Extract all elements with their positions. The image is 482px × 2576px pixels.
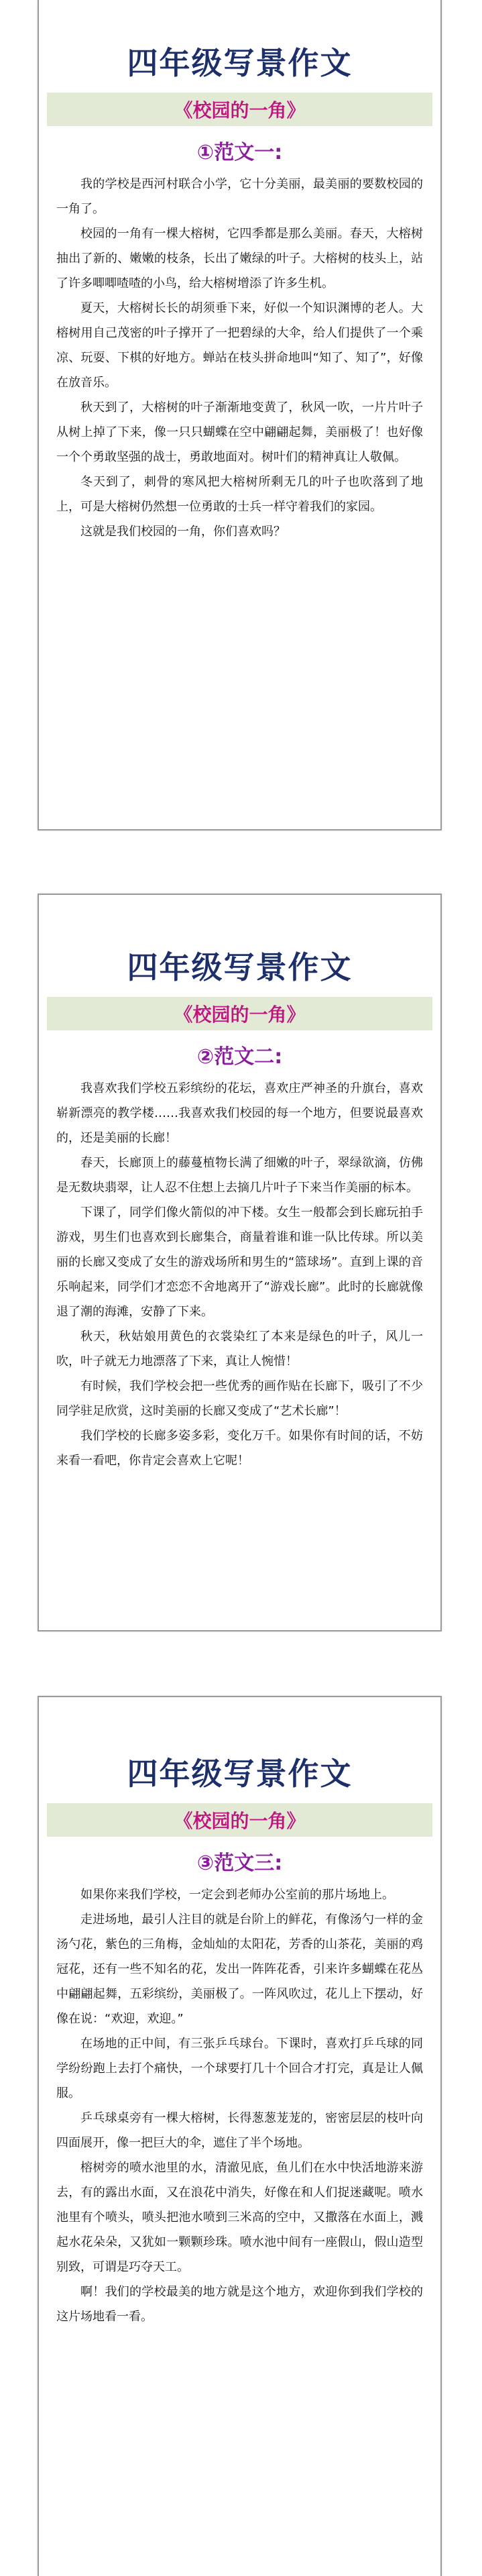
essay-paragraph: 我的学校是西河村联合小学，它十分美丽，最美丽的要数校园的一角了。 [56,177,423,216]
essay-subtitle: 《校园的一角》 [174,1810,306,1832]
essay-paragraph: 走进场地，最引人注目的就是台阶上的鲜花，有像汤勺一样的金汤勺花，紫色的三角梅，金灿灿的太阳花，芳香的山茶花，美丽的鸡冠花，还有一些不知名的花，发出一阵阵花香，引来许多蝴蝶在花丛中翩翩起舞，五彩缤纷，美丽极了。一阵风吹过，花儿上下摆动，好像在说：“欢迎，欢迎。” [56,1913,423,2026]
essay-paragraph: 有时候，我们学校会把一些优秀的画作贴在长廊下，吸引了不少同学驻足欣赏，这时美丽的长廊又变成了“艺术长廊”！ [56,1379,423,1418]
page-title: 四年级写景作文 [127,45,353,81]
essay-paragraph: 下课了，同学们像火箭似的冲下楼。女生一般都会到长廊玩拍手游戏，男生们也喜欢到长廊集合，商量着谁和谁一队比传球。所以美丽的长廊又变成了女生的游戏场所和男生的“篮球场”。直到上课的音乐响起来，同学们才恋恋不舍地离开了“游戏长廊”。此时的长廊就像退了潮的海滩，安静了下来。 [56,1205,423,1319]
page-title: 四年级写景作文 [127,949,353,985]
essay-body [56,172,423,544]
essay-paragraph: 我们学校的长廊多姿多彩，变化万千。如果你有时间的话，不妨来看一看吧，你肯定会喜欢上它呢！ [56,1429,423,1468]
subtitle-band [47,93,432,126]
sample-label: ③范文三: [196,1851,283,1875]
essay-subtitle: 《校园的一角》 [174,99,306,121]
subtitle-band [47,1803,432,1837]
essay-paragraph: 这就是我们校园的一角，你们喜欢吗？ [80,525,286,539]
essay-body [56,1076,423,1473]
essay-paragraph: 春天，长廊顶上的藤蔓植物长满了细嫩的叶子，翠绿欲滴，仿佛是无数块翡翠，让人忍不住想上去摘几片叶子下来当作美丽的标本。 [56,1156,423,1195]
essay-paragraph: 校园的一角有一棵大榕树，它四季都是那么美丽。春天，大榕树抽出了新的、嫩嫩的枝条，长出了嫩绿的叶子。大榕树的枝头上，站了许多唧唧喳喳的小鸟，给大榕树增添了许多生机。 [56,227,423,290]
essay-paragraph: 秋天，秋姑娘用黄色的衣裳染红了本来是绿色的叶子，风儿一吹，叶子就无力地漂落了下来，真让人惋惜！ [56,1330,423,1368]
essay-paragraph: 夏天，大榕树长长的胡须垂下来，好似一个知识渊博的老人。大榕树用自己茂密的叶子撑开了一把碧绿的大伞，给人们提供了一个乘凉、玩耍、下棋的好地方。蝉站在枝头拼命地叫“知了、知了”，好像在放音乐。 [56,301,423,390]
subtitle-band [47,997,432,1030]
essay-body [56,1882,423,2329]
essay-paragraph: 秋天到了，大榕树的叶子渐渐地变黄了，秋风一吹，一片片叶子从树上掉了下来，像一只只蝴蝶在空中翩翩起舞，美丽极了！也好像一个个勇敢坚强的战士，勇敢地面对。树叶们的精神真让人敬佩。 [56,400,423,464]
essay-page-2 [38,894,442,1631]
essay-paragraph: 榕树旁的喷水池里的水，清澈见底，鱼儿们在水中快活地游来游去，有的露出水面，又在浪花中消失，好像在和人们捉迷藏呢。喷水池里有个喷头，喷头把池水喷到三米高的空中，又撒落在水面上，溅起水花朵朵，又犹如一颗颗珍珠。喷水池中间有一座假山，假山造型别致，可谓是巧夺天工。 [56,2161,423,2274]
essay-paragraph: 乒乓球桌旁有一棵大榕树，长得葱葱茏茏的，密密层层的枝叶向四面展开，像一把巨大的伞，遮住了半个场地。 [56,2111,423,2150]
essay-page-1 [38,0,442,830]
essay-paragraph: 啊！我们的学校最美的地方就是这个地方，欢迎你到我们学校的这片场地看一看。 [56,2285,423,2324]
essay-subtitle: 《校园的一角》 [174,1004,306,1026]
essay-paragraph: 在场地的正中间，有三张乒乓球台。下课时，喜欢打乒乓球的同学纷纷跑上去打个痛快，一个球要打几十个回合才打完，真是让人佩服。 [56,2037,423,2100]
essay-page-3 [38,1696,442,2576]
sample-label: ①范文一: [196,141,283,164]
essay-paragraph: 我喜欢我们学校五彩缤纷的花坛，喜欢庄严神圣的升旗台，喜欢崭新漂亮的教学楼……我喜欢我们校园的每一个地方，但要说最喜欢的，还是美丽的长廊！ [56,1081,423,1145]
sample-label: ②范文二: [196,1045,283,1069]
essay-paragraph: 如果你来我们学校，一定会到老师办公室前的那片场地上。 [80,1888,394,1902]
essay-paragraph: 冬天到了，刺骨的寒风把大榕树所剩无几的叶子也吹落到了地上，可是大榕树仍然想一位勇敢的士兵一样守着我们的家园。 [56,475,423,514]
page-title: 四年级写景作文 [127,1756,353,1792]
